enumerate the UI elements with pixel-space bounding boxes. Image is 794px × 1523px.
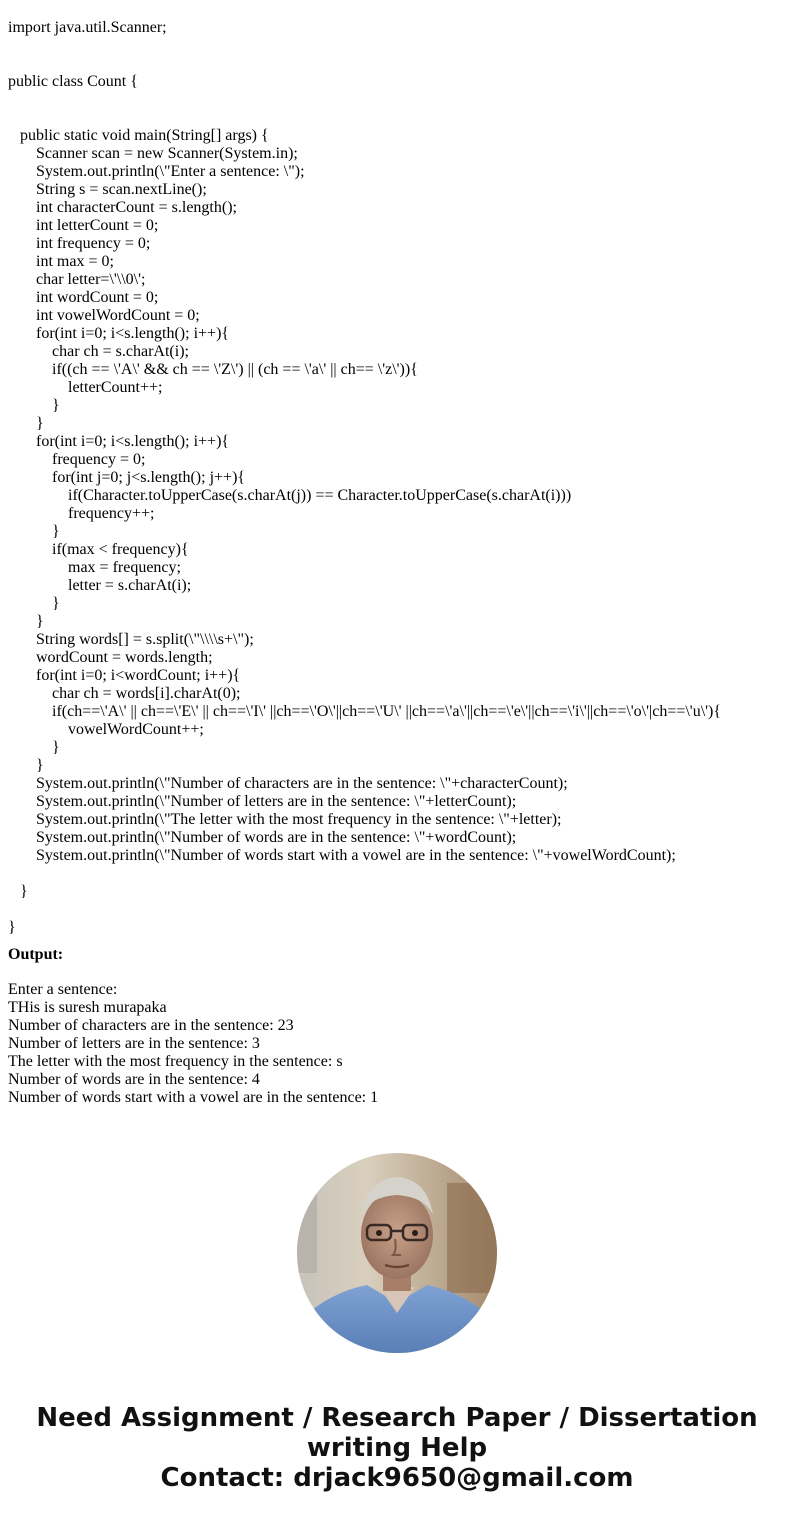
code-line: if(max < frequency){ [8, 541, 189, 558]
code-line: int wordCount = 0; [8, 289, 159, 306]
code-line: } [8, 595, 60, 612]
code-line: frequency++; [8, 505, 155, 522]
code-line: for(int i=0; i<wordCount; i++){ [8, 667, 241, 684]
code-line: frequency = 0; [8, 451, 146, 468]
code-line: import java.util.Scanner; [8, 19, 167, 36]
promo-banner [0, 1403, 794, 1493]
code-line: letter = s.charAt(i); [8, 577, 192, 594]
output-line: Number of characters are in the sentence: 23 [8, 1017, 294, 1034]
code-line: for(int i=0; i<s.length(); i++){ [8, 325, 230, 342]
code-line: } [8, 757, 44, 774]
code-line: max = frequency; [8, 559, 181, 576]
code-line: if((ch == \'A\' && ch == \'Z\') || (ch == \'a\' || ch== \'z\')){ [8, 361, 418, 378]
code-line: int max = 0; [8, 253, 114, 270]
code-line: } [8, 613, 44, 630]
author-avatar [297, 1153, 497, 1353]
code-line: char ch = words[i].charAt(0); [8, 685, 241, 702]
code-line: System.out.println(\"Number of characters are in the sentence: \"+characterCount); [8, 775, 568, 792]
code-line: String words[] = s.split(\"\\\\s+\"); [8, 631, 254, 648]
code-line: } [8, 415, 44, 432]
code-line: char ch = s.charAt(i); [8, 343, 189, 360]
code-line: wordCount = words.length; [8, 649, 213, 666]
cut-off-heading [8, 0, 68, 3]
code-line: int vowelWordCount = 0; [8, 307, 200, 324]
promo-line-1: Need Assignment / Research Paper / Dissertation [36, 1403, 758, 1433]
code-line: char letter=\'\\0\'; [8, 271, 146, 288]
code-line: System.out.println(\"Number of words are in the sentence: \"+wordCount); [8, 829, 517, 846]
code-line: } [8, 883, 28, 900]
code-line: System.out.println(\"Enter a sentence: \"); [8, 163, 305, 180]
author-portrait-icon [297, 1153, 497, 1353]
promo-line-2: writing Help [306, 1433, 488, 1463]
output-line: Number of words are in the sentence: 4 [8, 1071, 260, 1088]
code-line: int frequency = 0; [8, 235, 151, 252]
code-line: public class Count { [8, 73, 138, 90]
code-line: if(Character.toUpperCase(s.charAt(j)) == Character.toUpperCase(s.charAt(i))) [8, 487, 572, 504]
code-line: String s = scan.nextLine(); [8, 181, 207, 198]
output-line: Number of letters are in the sentence: 3 [8, 1035, 260, 1052]
code-line: Scanner scan = new Scanner(System.in); [8, 145, 298, 162]
code-line: for(int i=0; i<s.length(); i++){ [8, 433, 230, 450]
code-line: System.out.println(\"Number of letters are in the sentence: \"+letterCount); [8, 793, 517, 810]
code-line: public static void main(String[] args) { [8, 127, 269, 144]
promo-contact: Contact: drjack9650@gmail.com [160, 1463, 634, 1493]
code-line: vowelWordCount++; [8, 721, 204, 738]
code-line: } [8, 739, 60, 756]
code-line: System.out.println(\"The letter with the most frequency in the sentence: \"+letter); [8, 811, 562, 828]
code-line: System.out.println(\"Number of words start with a vowel are in the sentence: \"+vowelWordCount); [8, 847, 676, 864]
code-line: } [8, 919, 16, 936]
code-line: } [8, 523, 60, 540]
code-line: int characterCount = s.length(); [8, 199, 237, 216]
code-line: int letterCount = 0; [8, 217, 159, 234]
output-heading: Output: [8, 946, 64, 963]
output-line: The letter with the most frequency in the sentence: s [8, 1053, 343, 1070]
code-line: for(int j=0; j<s.length(); j++){ [8, 469, 246, 486]
code-line: if(ch==\'A\' || ch==\'E\' || ch==\'I\' ||ch==\'O\'||ch==\'U\' ||ch==\'a\'||ch==\'e\'||ch==\'i\'||ch==\'o\'|ch==\'u\'){ [8, 703, 722, 720]
code-line: } [8, 397, 60, 414]
output-line: THis is suresh murapaka [8, 999, 167, 1016]
output-line: Number of words start with a vowel are in the sentence: 1 [8, 1089, 379, 1106]
code-line: letterCount++; [8, 379, 163, 396]
output-line: Enter a sentence: [8, 981, 118, 998]
